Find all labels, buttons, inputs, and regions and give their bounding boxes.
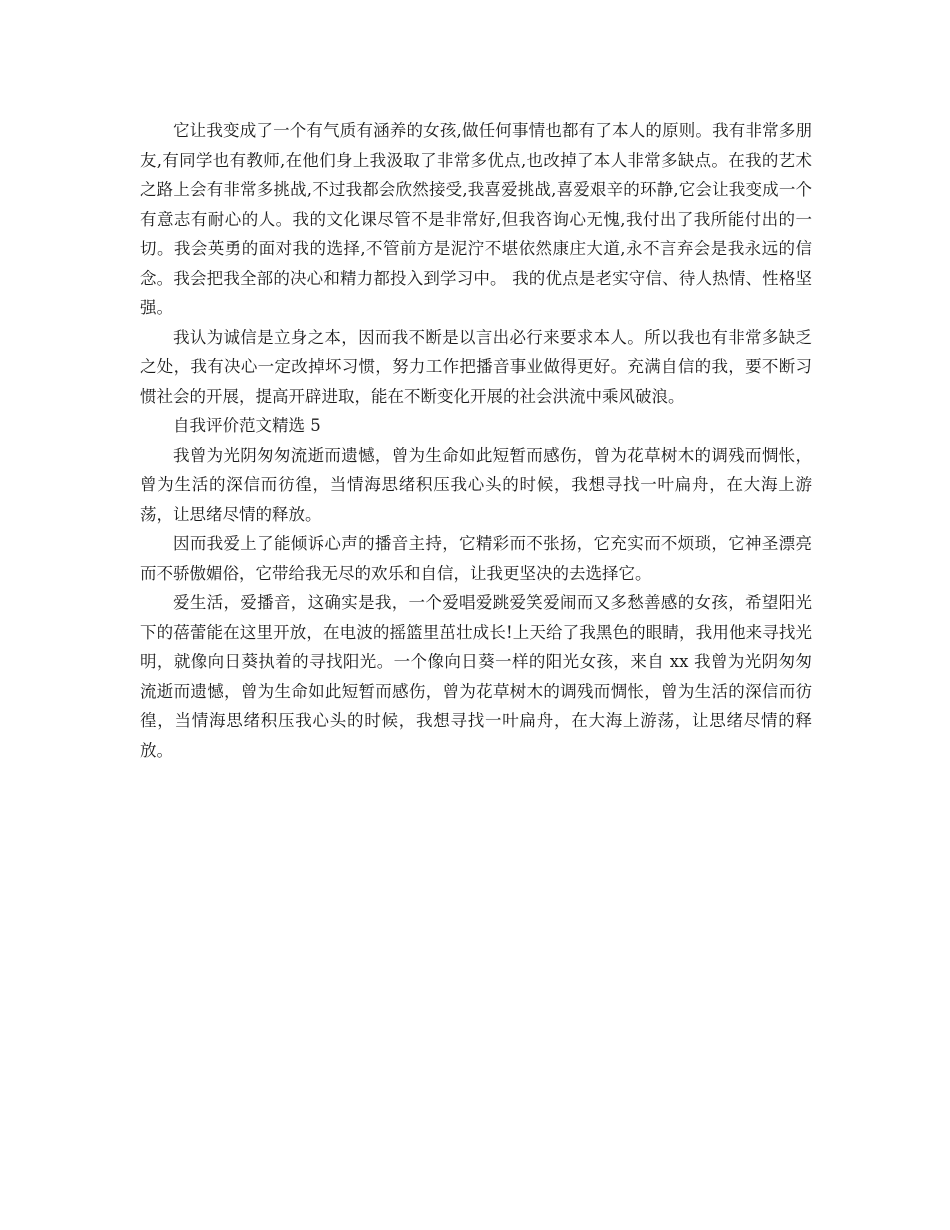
paragraph-love-life: 爱生活，爱播音，这确实是我，一个爱唱爱跳爱笑爱闹而又多愁善感的女孩，希望阳光下的蓓蕾能在这里开放，在电波的摇篮里茁壮成长!上天给了我黑色的眼睛，我用他来寻找光明，就像向日葵执着的寻找阳光。一个像向日葵一样的阳光女孩，来自 xx 我曾为光阴匆匆流逝而遗憾，曾为生命如此短暂而感伤，曾为花草树木的调残而惆怅，曾为生活的深信而彷徨，当情海思绪积压我心头的时候，我想寻找一叶扁舟，在大海上游荡，让思绪尽情的释放。 [140, 593, 812, 760]
paragraph-integrity: 我认为诚信是立身之本，因而我不断是以言出必行来要求本人。所以我也有非常多缺乏之处，我有决心一定改掉坏习惯，努力工作把播音事业做得更好。充满自信的我，要不断习惯社会的开展，提高开辟进取，能在不断变化开展的社会洪流中乘风破浪。 [140, 327, 812, 406]
section-heading: 自我评价范文精选 5 [173, 416, 321, 435]
paragraph-love-broadcasting: 因而我爱上了能倾诉心声的播音主持，它精彩而不张扬，它充实而不烦琐，它神圣漂亮而不骄傲媚俗，它带给我无尽的欢乐和自信，让我更坚决的去选择它。 [140, 534, 812, 583]
paragraph-art-path: 它让我变成了一个有气质有涵养的女孩,做任何事情也都有了本人的原则。我有非常多朋友,有同学也有教师,在他们身上我汲取了非常多优点,也改掉了本人非常多缺点。在我的艺术之路上会有非常多挑战,不过我都会欣然接受,我喜爱挑战,喜爱艰辛的环静,它会让我变成一个有意志有耐心的人。我的文化课尽管不是非常好,但我咨询心无愧,我付出了我所能付出的一切。我会英勇的面对我的选择,不管前方是泥泞不堪依然康庄大道,永不言弃会是我永远的信念。我会把我全部的决心和精力都投入到学习中。 我的优点是老实守信、待人热情、性格坚强。 [140, 121, 812, 317]
document-page [140, 116, 812, 765]
paragraph-time-passing: 我曾为光阴匆匆流逝而遗憾，曾为生命如此短暂而感伤，曾为花草树木的调残而惆怅，曾为生活的深信而彷徨，当情海思绪积压我心头的时候，我想寻找一叶扁舟，在大海上游荡，让思绪尽情的释放。 [140, 445, 812, 524]
